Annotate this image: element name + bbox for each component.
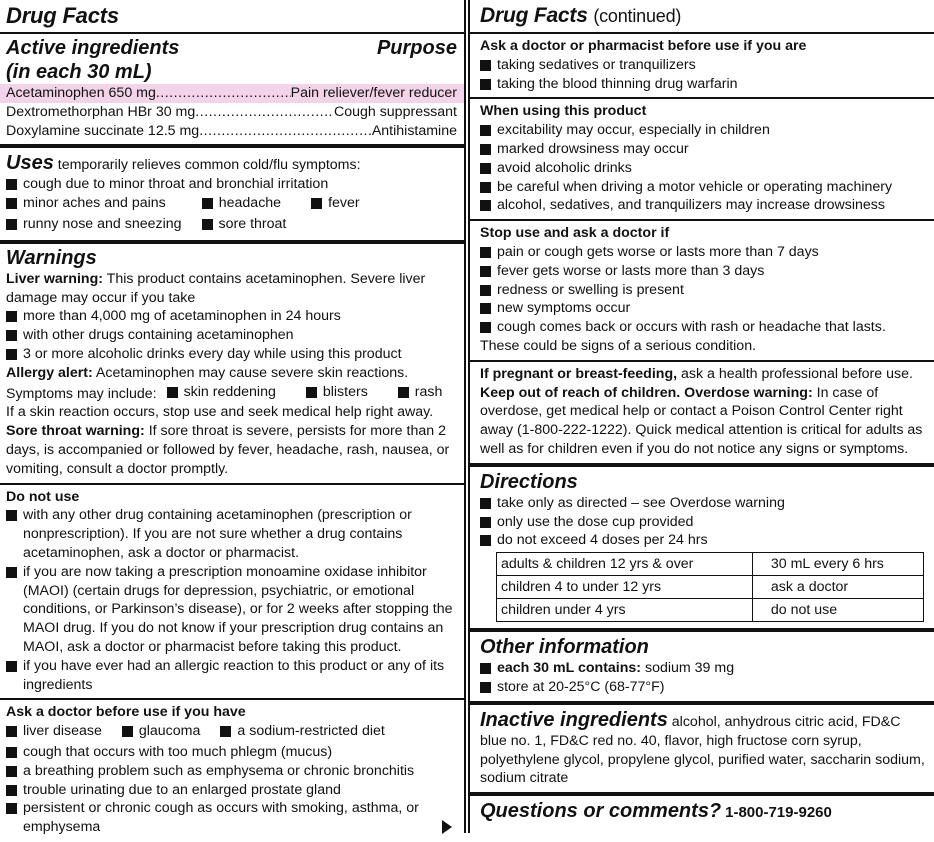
- ingredient-purpose: Antihistamine: [371, 122, 457, 139]
- list-item: alcohol, sedatives, and tranquilizers may increase drowsiness: [480, 196, 927, 215]
- pregnancy-overdose-section: [470, 362, 934, 467]
- bullet-icon: [6, 747, 17, 758]
- bullet-icon: [311, 198, 322, 209]
- dosage-table: [496, 552, 924, 622]
- questions-heading: Questions or comments?: [480, 800, 722, 823]
- list-item: cough that occurs with too much phlegm (mucus): [6, 743, 457, 762]
- continued-label: (continued): [593, 6, 682, 26]
- list-item: redness or swelling is present: [480, 281, 927, 300]
- table-row: [497, 553, 924, 576]
- bullet-icon: [202, 198, 213, 209]
- inactive-ingredients-section: [470, 705, 934, 796]
- list-item: pain or cough gets worse or lasts more than 7 days: [480, 243, 927, 262]
- when-using-heading: When using this product: [480, 103, 647, 120]
- list-item: excitability may occur, especially in children: [480, 121, 927, 140]
- stop-use-note: These could be signs of a serious condition.: [480, 337, 757, 354]
- list-item: taking sedatives or tranquilizers: [480, 56, 927, 75]
- bullet-icon: [480, 182, 491, 193]
- ingredient-purpose: Pain reliever/fever reducer: [290, 85, 457, 101]
- list-item: persistent or chronic cough as occurs with smoking, asthma, or emphysema: [6, 799, 457, 837]
- list-item: new symptoms occur: [480, 299, 927, 318]
- continue-arrow-icon: [442, 820, 452, 834]
- purpose-heading: Purpose: [376, 37, 457, 59]
- left-column: [0, 0, 466, 836]
- ingredient-purpose: Cough suppressant: [333, 103, 457, 120]
- symptoms-intro: Symptoms may include:: [6, 385, 157, 402]
- bullet-icon: [6, 198, 17, 209]
- bullet-icon: [398, 387, 409, 398]
- bullet-icon: [167, 387, 178, 398]
- list-item: trouble urinating due to an enlarged prostate gland: [6, 781, 457, 800]
- bullet-icon: [6, 311, 17, 322]
- bullet-icon: [6, 219, 17, 230]
- other-information-heading: Other information: [480, 636, 649, 659]
- ingredient-row: [6, 103, 457, 122]
- bullet-icon: [220, 726, 231, 737]
- list-item: glaucoma: [122, 722, 201, 741]
- list-item: if you have ever had an allergic reaction to this product or any of its ingredients: [6, 657, 457, 695]
- bullet-icon: [6, 330, 17, 341]
- bullet-icon: [6, 179, 17, 190]
- bullet-icon: [480, 163, 491, 174]
- dose-cell: 30 mL every 6 hrs: [752, 553, 923, 576]
- list-item: with any other drug containing acetaminophen (prescription or nonprescription). If you are not sure whether a drug contains acetaminophen, ask a doctor or pharmacist.: [6, 506, 457, 562]
- uses-line: [6, 215, 457, 236]
- bullet-icon: [480, 125, 491, 136]
- bullet-icon: [480, 322, 491, 333]
- sore-throat-label: Sore throat warning:: [6, 423, 145, 440]
- leader-dots: [156, 84, 291, 103]
- bullet-icon: [480, 517, 491, 528]
- drug-facts-title-section: [0, 0, 464, 34]
- list-item: rash: [398, 383, 443, 402]
- ingredient-row: [6, 122, 457, 141]
- bullet-icon: [480, 535, 491, 546]
- uses-intro: temporarily relieves common cold/flu symptoms:: [57, 157, 361, 174]
- ingredient-name: Acetaminophen 650 mg: [6, 85, 156, 101]
- liver-warning-text: This product contains acetaminophen. Severe liver damage may occur if you take: [6, 270, 426, 306]
- uses-line: [6, 194, 457, 215]
- ingredient-row: [0, 84, 464, 103]
- active-ingredients-section: [0, 34, 464, 148]
- bullet-icon: [6, 510, 17, 521]
- list-item: liver disease: [6, 722, 102, 741]
- list-item: fever gets worse or lasts more than 3 days: [480, 262, 927, 281]
- liver-warning-label: Liver warning:: [6, 270, 103, 287]
- bullet-icon: [480, 79, 491, 90]
- stop-use-heading: Stop use and ask a doctor if: [480, 225, 670, 242]
- list-item: blisters: [306, 383, 368, 402]
- drug-facts-title: Drug Facts: [6, 3, 119, 28]
- uses-heading: Uses: [6, 152, 54, 175]
- list-item: only use the dose cup provided: [480, 513, 927, 532]
- age-cell: children 4 to under 12 yrs: [497, 576, 753, 599]
- ask-doctor-heading: Ask a doctor before use if you have: [6, 704, 246, 721]
- bullet-icon: [6, 726, 17, 737]
- bullet-icon: [480, 663, 491, 674]
- bullet-icon: [480, 498, 491, 509]
- ask-doctor-inline: [6, 722, 457, 743]
- list-item: marked drowsiness may occur: [480, 140, 927, 159]
- do-not-use-heading: Do not use: [6, 488, 80, 505]
- directions-heading: Directions: [480, 470, 578, 493]
- inactive-ingredients-heading: Inactive ingredients: [480, 708, 668, 731]
- bullet-icon: [6, 349, 17, 360]
- bullet-icon: [480, 247, 491, 258]
- leader-dots: [199, 122, 372, 141]
- other-information-section: [470, 632, 934, 705]
- bullet-icon: [480, 266, 491, 277]
- bullet-icon: [480, 60, 491, 71]
- ingredient-name: Doxylamine succinate 12.5 mg: [6, 122, 200, 139]
- age-cell: children under 4 yrs: [497, 599, 753, 622]
- bullet-icon: [6, 803, 17, 814]
- inactive-ingredients-text: alcohol, anhydrous citric acid, FD&C blue no. 1, FD&C red no. 40, flavor, high fructose corn syrup, polyethylene glycol, propylene glycol, purified water, saccharin sodium, sodium citrate: [480, 713, 925, 787]
- list-item: cough due to minor throat and bronchial irritation: [6, 175, 457, 194]
- list-item: skin reddening: [167, 383, 276, 402]
- list-item: more than 4,000 mg of acetaminophen in 24 hours: [6, 307, 457, 326]
- list-item: a sodium-restricted diet: [220, 722, 384, 741]
- table-row: [497, 576, 924, 599]
- do-not-use-section: [0, 485, 464, 701]
- sore-throat-text: If sore throat is severe, persists for more than 2 days, is accompanied or followed by fever, headache, rash, nausea, or vomiting, consult a doctor promptly.: [6, 423, 450, 477]
- stop-use-section: [470, 221, 934, 362]
- pregnant-text: ask a health professional before use.: [681, 365, 913, 382]
- list-item: minor aches and pains: [6, 194, 166, 213]
- leader-dots: [195, 103, 334, 122]
- dose-cell: do not use: [752, 599, 923, 622]
- bullet-icon: [6, 766, 17, 777]
- ask-pharmacist-heading: Ask a doctor or pharmacist before use if you are: [480, 38, 807, 54]
- list-item: with other drugs containing acetaminophen: [6, 326, 457, 345]
- list-item: do not exceed 4 doses per 24 hrs: [480, 531, 927, 550]
- table-row: [497, 599, 924, 622]
- drug-facts-continued-title-section: [470, 0, 934, 34]
- directions-section: [470, 467, 934, 632]
- list-item: take only as directed – see Overdose warning: [480, 494, 927, 513]
- list-item: avoid alcoholic drinks: [480, 159, 927, 178]
- pregnant-label: If pregnant or breast-feeding,: [480, 365, 678, 382]
- list-item: sore throat: [202, 215, 287, 234]
- keep-out-text: In case of overdose, get medical help or contact a Poison Control Center right away (1-800-222-1222). Quick medical attention is critical for adults as well as for children even if you do not notice any signs or symptoms.: [480, 384, 923, 457]
- bullet-icon: [6, 567, 17, 578]
- bullet-icon: [122, 726, 133, 737]
- list-item: taking the blood thinning drug warfarin: [480, 75, 927, 94]
- bullet-icon: [480, 200, 491, 211]
- active-ingredients-heading: Active ingredients: [6, 37, 180, 59]
- list-item: be careful when driving a motor vehicle or operating machinery: [480, 178, 927, 197]
- allergy-alert-text: Acetaminophen may cause severe skin reactions.: [95, 364, 409, 381]
- list-item: runny nose and sneezing: [6, 215, 182, 234]
- warnings-heading: Warnings: [6, 246, 97, 269]
- list-item: each 30 mL contains: sodium 39 mg: [480, 659, 927, 678]
- dose-cell: ask a doctor: [752, 576, 923, 599]
- warnings-section: [0, 244, 464, 485]
- bullet-icon: [480, 682, 491, 693]
- age-cell: adults & children 12 yrs & over: [497, 553, 753, 576]
- list-item: if you are now taking a prescription monoamine oxidase inhibitor (MAOI) (certain drugs for depression, psychiatric, or emotional conditions, or Parkinson’s disease), or for 2 weeks after stopping the MAOI drug. If you do not know if your prescription drug contains an MAOI, ask a doctor or pharmacist before taking this product.: [6, 563, 457, 657]
- drug-facts-continued-title: Drug Facts: [480, 4, 588, 27]
- list-item: cough comes back or occurs with rash or headache that lasts.: [480, 318, 927, 337]
- bullet-icon: [480, 303, 491, 314]
- ingredient-name: Dextromethorphan HBr 30 mg: [6, 103, 196, 120]
- ask-pharmacist-section: [470, 34, 934, 99]
- allergy-alert-label: Allergy alert:: [6, 364, 93, 381]
- bullet-icon: [202, 219, 213, 230]
- bullet-icon: [6, 661, 17, 672]
- list-item: 3 or more alcoholic drinks every day while using this product: [6, 345, 457, 364]
- right-column: [468, 0, 934, 833]
- list-item: store at 20-25°C (68-77°F): [480, 678, 927, 697]
- list-item: headache: [202, 194, 281, 213]
- uses-section: [0, 148, 464, 243]
- bullet-icon: [480, 285, 491, 296]
- list-item: a breathing problem such as emphysema or chronic bronchitis: [6, 762, 457, 781]
- bullet-icon: [480, 144, 491, 155]
- bullet-icon: [6, 785, 17, 796]
- active-ingredients-subheading: (in each 30 mL): [6, 61, 152, 83]
- keep-out-label: Keep out of reach of children. Overdose warning:: [480, 384, 813, 401]
- questions-phone: 1-800-719-9260: [725, 804, 832, 822]
- list-item: fever: [311, 194, 360, 213]
- skin-reaction-text: If a skin reaction occurs, stop use and seek medical help right away.: [6, 404, 434, 421]
- ask-doctor-section: [0, 700, 464, 842]
- questions-section: [470, 796, 934, 827]
- when-using-section: [470, 99, 934, 221]
- bullet-icon: [306, 387, 317, 398]
- symptoms-line: [6, 383, 457, 404]
